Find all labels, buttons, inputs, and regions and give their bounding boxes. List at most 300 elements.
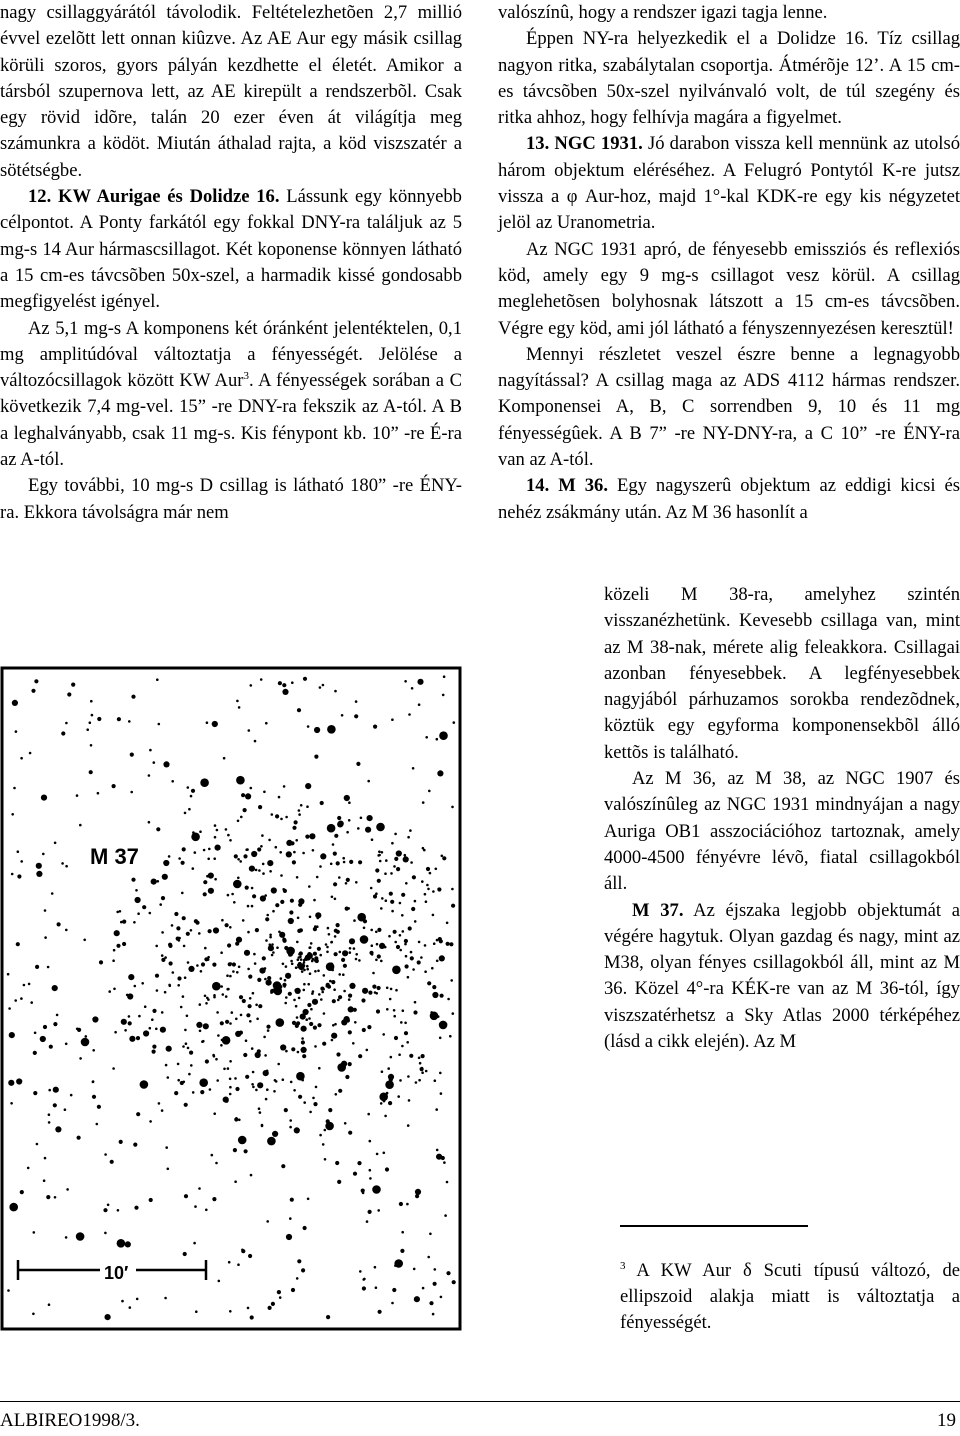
star (149, 1027, 152, 1030)
star (182, 916, 186, 920)
star (54, 1196, 57, 1199)
star (415, 1081, 418, 1084)
star (203, 849, 206, 852)
star (156, 989, 159, 992)
star (384, 872, 387, 875)
star (319, 686, 322, 689)
star (338, 995, 342, 999)
star (187, 961, 190, 964)
star (229, 975, 232, 978)
star (305, 783, 311, 789)
paragraph-m36: közeli M 38-ra, amelyhez szintén visszanézhetünk. Kevesebb csillaga van, mint az M 38-nak, mérete alig feleakkora. Csillagai azonban fényesebbek. A legfényesebbek nagyjából párhuzamos sorokba rendezõdnek, köztük egy egyforma komponensekbõl álló kettõs is található. (604, 584, 960, 763)
star (385, 859, 388, 862)
star (163, 860, 169, 866)
star (358, 959, 361, 962)
star (413, 1010, 417, 1014)
star (47, 966, 50, 969)
star (369, 1177, 372, 1180)
star (163, 761, 169, 767)
star (341, 1019, 347, 1025)
star (363, 927, 366, 930)
star (266, 1088, 269, 1091)
star (36, 1143, 39, 1146)
star (295, 1005, 298, 1008)
star (411, 907, 415, 911)
star (149, 749, 152, 752)
star (188, 808, 191, 811)
paragraph-dolidze-16: Éppen NY-ra helyezkedik el a Dolidze 16. Tíz csillag nagyon ritka, szabálytalan csoportja. Átmérõje 12’. A 15 cm-es távcsõben 50x-szel nyilvánvaló volt, de túl szegény és ritka ahhoz, hogy felhívja magára a figyelmet. (498, 28, 960, 129)
star (238, 1119, 241, 1122)
star (223, 757, 226, 760)
star (199, 1030, 202, 1033)
star (229, 1060, 232, 1063)
star (325, 943, 328, 946)
star (234, 1117, 238, 1121)
star (200, 778, 209, 787)
star (201, 962, 205, 966)
star (348, 1062, 352, 1066)
star (285, 816, 288, 819)
star (203, 1023, 209, 1029)
star (227, 1067, 230, 1070)
star (204, 957, 208, 961)
star (190, 929, 193, 932)
star (245, 1075, 249, 1079)
star (310, 1008, 313, 1011)
star (166, 1046, 172, 1052)
star (355, 700, 358, 703)
star (324, 1158, 327, 1161)
star (136, 1036, 140, 1040)
star (33, 1051, 37, 1055)
star (220, 1021, 224, 1025)
star (256, 1018, 259, 1021)
star (428, 790, 431, 793)
star (35, 965, 39, 969)
star (117, 1209, 120, 1212)
star (440, 1092, 443, 1095)
star (220, 951, 223, 954)
star (348, 994, 352, 998)
star (446, 922, 449, 925)
star (284, 1002, 287, 1005)
star (130, 791, 133, 794)
star (297, 708, 301, 712)
star (393, 1015, 396, 1018)
star (27, 1167, 30, 1170)
star (306, 965, 309, 968)
star (71, 683, 75, 687)
star (177, 1063, 180, 1066)
star (237, 820, 240, 823)
star (276, 990, 279, 993)
star (81, 1038, 90, 1047)
star (417, 679, 423, 685)
star (336, 923, 340, 927)
star (291, 1288, 295, 1292)
star (282, 683, 286, 687)
star (67, 692, 71, 696)
star (225, 828, 228, 831)
section-heading-12: 12. KW Aurigae és Dolidze 16. (28, 186, 280, 208)
star (322, 1143, 325, 1146)
star (312, 958, 315, 961)
star (275, 1080, 278, 1083)
paragraph-kw-aur-variable: Az 5,1 mg-s A komponens két óránként jelentéktelen, 0,1 mg amplitúdóval változtatja a fényességét. Jelölése a változócsillagok között KW Aur$^3$. A fényességek sorában a C következik 7,4 mg-vel. 15” -re DNY-ra fekszik az A-tól. A B a leghalványabb, csak 11 mg-s. Kis fénypont kb. 10” -re É-ra az A-tól. (0, 317, 462, 471)
star (237, 858, 240, 861)
star (192, 867, 195, 870)
star (207, 998, 210, 1001)
star (161, 1109, 164, 1112)
star (250, 1174, 253, 1177)
star (108, 990, 111, 993)
star (314, 1045, 317, 1048)
star (306, 805, 309, 808)
star (254, 740, 257, 743)
star (148, 774, 151, 777)
star (358, 1054, 362, 1058)
star (343, 861, 346, 864)
star (152, 1009, 156, 1013)
star (191, 789, 195, 793)
star (396, 867, 400, 871)
star (217, 1034, 220, 1037)
star (370, 929, 373, 932)
paragraph-ngc-1931-detail: Mennyi részletet veszel észre benne a legnagyobb nagyítással? A csillag maga az ADS 4112 hármas rendszer. Komponensei A, B, C sorrendben 9, 10 és 11 mg fényességûek. A B 7” -re NY-DNY-ra, a C 10” -re ÉNY-ra van az A-tól. (498, 343, 960, 471)
star (381, 1070, 384, 1073)
star (297, 959, 300, 962)
star (312, 999, 318, 1005)
star (187, 786, 190, 789)
star (271, 813, 274, 816)
star (258, 869, 261, 872)
star (246, 1013, 250, 1017)
star (294, 820, 298, 824)
star (295, 966, 298, 969)
star (393, 1009, 396, 1012)
star (48, 1121, 51, 1124)
star (376, 1153, 379, 1156)
star (208, 848, 211, 851)
star (301, 1079, 304, 1082)
star (134, 985, 137, 988)
star (135, 897, 141, 903)
star (159, 903, 162, 906)
star (9, 1203, 18, 1212)
star (112, 784, 116, 788)
star (427, 1256, 430, 1259)
star (333, 852, 337, 856)
star (198, 1187, 201, 1190)
star (167, 1076, 170, 1079)
star (172, 971, 175, 974)
star (177, 1079, 180, 1082)
star (444, 1214, 447, 1217)
star (315, 1086, 318, 1089)
star (317, 970, 320, 973)
paragraph-m36-intro: 14. M 36. Egy nagyszerû objektum az eddigi kicsi és nehéz zsákmány után. Az M 36 hasonlít a (498, 475, 960, 523)
star (136, 1298, 139, 1301)
star (266, 914, 269, 917)
star (215, 1058, 218, 1061)
star (379, 1093, 388, 1102)
star (36, 863, 42, 869)
star (194, 851, 197, 854)
star (97, 792, 100, 795)
star (127, 993, 133, 999)
star (332, 999, 336, 1003)
star (437, 888, 440, 891)
star (261, 1125, 264, 1128)
star (418, 1057, 421, 1060)
star (79, 824, 82, 827)
star (104, 1232, 107, 1235)
star (247, 931, 250, 934)
star (429, 872, 432, 875)
star (379, 943, 385, 949)
star (400, 1249, 404, 1253)
star (140, 1080, 149, 1089)
footnote: $^3$ A KW Aur δ Scuti típusú változó, de ellipszoid alakja miatt is változtatja a fényességét. (620, 1259, 960, 1333)
star (323, 974, 326, 977)
star (371, 944, 374, 947)
star (394, 1264, 397, 1267)
star (121, 1019, 127, 1025)
star (212, 982, 221, 991)
star (295, 839, 298, 842)
star (380, 960, 383, 963)
star (12, 700, 18, 706)
star (193, 1242, 196, 1245)
star (138, 1015, 141, 1018)
paragraph-d-star: Egy további, 10 mg-s D csillag is látható 180” -re ÉNY-ra. Ekkora távolságra már nem (0, 475, 462, 523)
star (319, 865, 322, 868)
star (99, 960, 103, 964)
star (284, 1108, 288, 1112)
star (410, 956, 414, 960)
star (282, 888, 285, 891)
star (328, 1108, 332, 1112)
star (280, 977, 283, 980)
star (239, 860, 242, 863)
star (307, 725, 310, 728)
star (260, 895, 266, 901)
star (211, 1154, 214, 1157)
star (232, 970, 235, 973)
star (313, 1026, 317, 1030)
star (149, 1198, 153, 1202)
star (269, 934, 272, 937)
journal-issue: ALBIREO1998/3. (0, 1410, 140, 1431)
star (266, 1220, 269, 1223)
star (385, 899, 388, 902)
star (268, 839, 271, 842)
star (264, 1054, 267, 1057)
star (121, 1300, 124, 1303)
star (8, 1007, 11, 1010)
star (436, 1149, 439, 1152)
star (312, 849, 315, 852)
star (128, 720, 131, 723)
star (276, 946, 279, 949)
star (399, 902, 402, 905)
star (252, 1071, 255, 1074)
star (61, 862, 64, 865)
star (164, 1297, 167, 1300)
star (227, 988, 230, 991)
star (86, 728, 89, 731)
footnote-ref[interactable]: 3 (243, 369, 249, 382)
star (349, 938, 355, 944)
star (191, 833, 200, 842)
star (194, 919, 198, 923)
star (51, 892, 54, 895)
star (440, 994, 444, 998)
star (70, 1094, 73, 1097)
star (229, 1022, 232, 1025)
star (182, 847, 186, 851)
star (255, 928, 259, 932)
star (391, 910, 394, 913)
star (275, 846, 278, 849)
star (30, 1001, 33, 1004)
star (378, 850, 381, 853)
star (307, 983, 310, 986)
star (152, 1045, 156, 1049)
scale-label: 10′ (104, 1263, 129, 1283)
star (44, 909, 47, 912)
star (148, 821, 151, 824)
star (435, 868, 438, 871)
star (267, 1029, 270, 1032)
star (265, 939, 268, 942)
star (451, 806, 454, 809)
star (338, 973, 341, 976)
paragraph-continuation: valószínû, hogy a rendszer igazi tagja lenne. (498, 2, 828, 23)
star (183, 945, 186, 948)
star (203, 892, 207, 896)
star (406, 1203, 409, 1206)
footer-divider (0, 1401, 960, 1402)
star (229, 1086, 232, 1089)
star (41, 795, 47, 801)
star (400, 1021, 403, 1024)
star (303, 989, 306, 992)
star (212, 721, 218, 727)
star (384, 1115, 387, 1118)
star (296, 876, 299, 879)
paragraph-m37: M 37. Az éjszaka legjobb objektumát a végére hagytuk. Olyan gazdag és nagy, mint az M38, olyan fényes csillagokból áll, mint az M 36. Közel 4°-ra KÉK-re van az M 36-tól, így viszszatérhetsz a Sky Atlas 2000 térképéhez (lásd a cikk elején). Az M (604, 899, 960, 1053)
m37-star-map (0, 666, 462, 1331)
star (257, 1082, 263, 1088)
star (425, 736, 428, 739)
star (174, 1091, 178, 1095)
star (293, 999, 296, 1002)
star (412, 767, 415, 770)
star (264, 967, 267, 970)
star (361, 1189, 365, 1193)
star (243, 1053, 247, 1057)
star (414, 1296, 420, 1302)
star (8, 1080, 14, 1086)
star (268, 1306, 272, 1310)
star (382, 1033, 385, 1036)
star (386, 987, 389, 990)
star (168, 944, 172, 948)
star (305, 1018, 308, 1021)
star (247, 905, 250, 908)
star (20, 997, 23, 1000)
star (307, 1198, 310, 1201)
star (255, 1052, 261, 1058)
star (271, 1302, 275, 1306)
star (443, 1161, 446, 1164)
star (282, 689, 288, 695)
star (238, 966, 241, 969)
star (429, 1301, 433, 1305)
star (314, 925, 317, 928)
star (349, 860, 353, 864)
star (128, 1015, 131, 1018)
star (269, 936, 272, 939)
star (92, 1049, 95, 1052)
star (36, 871, 42, 877)
star (144, 1005, 147, 1008)
star (248, 975, 252, 979)
star (199, 1078, 208, 1087)
star (17, 874, 21, 878)
star (367, 815, 373, 821)
star (235, 1018, 238, 1021)
star (251, 1047, 254, 1050)
star (286, 1234, 292, 1240)
star (49, 1045, 53, 1049)
star (178, 857, 181, 860)
star (421, 1067, 424, 1070)
star (383, 1100, 386, 1103)
star (133, 1143, 137, 1147)
star (142, 905, 146, 909)
star (387, 1067, 390, 1070)
star (373, 894, 377, 898)
star (411, 687, 414, 690)
star (158, 723, 161, 726)
star (385, 1080, 394, 1089)
star (301, 1047, 307, 1053)
star (336, 861, 340, 865)
star (183, 1252, 187, 1256)
star (225, 923, 229, 927)
star (7, 1289, 10, 1292)
star (379, 860, 382, 863)
star (54, 842, 57, 845)
star (366, 1049, 369, 1052)
star (184, 812, 187, 815)
star (250, 684, 253, 687)
star (327, 985, 331, 989)
star (235, 1031, 241, 1037)
star (413, 1268, 416, 1271)
star (325, 1122, 334, 1131)
star (320, 853, 326, 859)
star (301, 970, 304, 973)
star (322, 684, 325, 687)
star (184, 1103, 188, 1107)
star (289, 910, 293, 914)
star (449, 1035, 452, 1038)
star (394, 833, 397, 836)
star (10, 1102, 13, 1105)
